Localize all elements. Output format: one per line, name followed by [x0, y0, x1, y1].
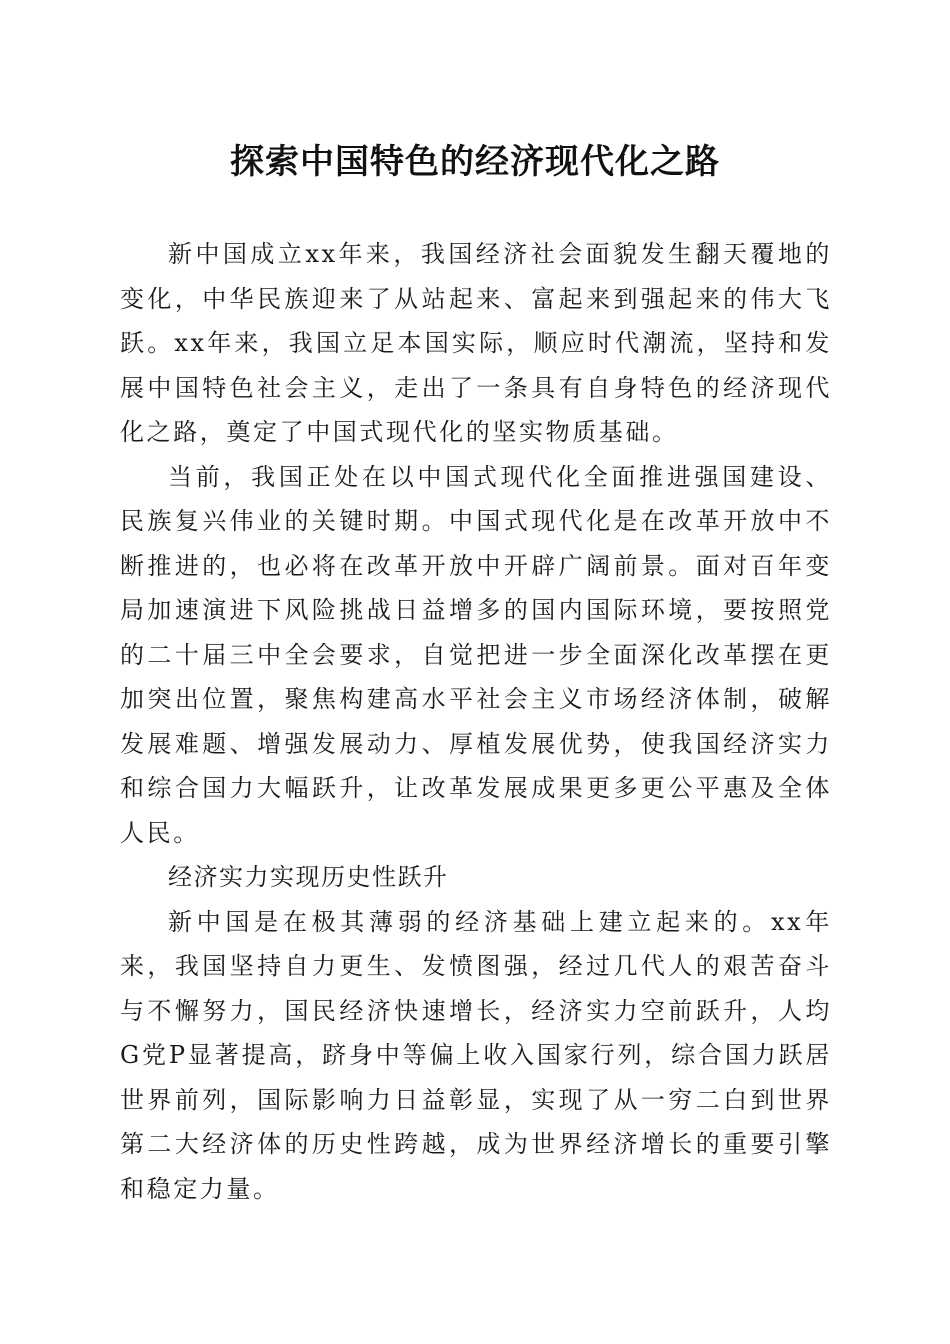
document-body: [120, 232, 832, 1211]
paragraph-current-period: 当前，我国正处在以中国式现代化全面推进强国建设、民族复兴伟业的关键时期。中国式现代化是在改革开放中不断推进的，也必将在改革开放中开辟广阔前景。面对百年变局加速演进下风险挑战日益增多的国内国际环境，要按照党的二十届三中全会要求，自觉把进一步全面深化改革摆在更加突出位置，聚焦构建高水平社会主义市场经济体制，破解发展难题、增强发展动力、厚植发展优势，使我国经济实力和综合国力大幅跃升，让改革发展成果更多更公平惠及全体人民。: [120, 462, 832, 847]
document-title: 探索中国特色的经济现代化之路: [230, 142, 720, 182]
paragraph-economic-strength: 新中国是在极其薄弱的经济基础上建立起来的。xx年来，我国坚持自力更生、发愤图强，经过几代人的艰苦奋斗与不懈努力，国民经济快速增长，经济实力空前跃升，人均G党P显著提高，跻身中等偏上收入国家行列，综合国力跃居世界前列，国际影响力日益彰显，实现了从一穷二白到世界第二大经济体的历史性跨越，成为世界经济增长的重要引擎和稳定力量。: [120, 907, 832, 1203]
paragraph-intro: 新中国成立xx年来，我国经济社会面貌发生翻天覆地的变化，中华民族迎来了从站起来、富起来到强起来的伟大飞跃。xx年来，我国立足本国实际，顺应时代潮流，坚持和发展中国特色社会主义，走出了一条具有自身特色的经济现代化之路，奠定了中国式现代化的坚实物质基础。: [120, 240, 832, 446]
section-heading: 经济实力实现历史性跃升: [168, 863, 449, 891]
